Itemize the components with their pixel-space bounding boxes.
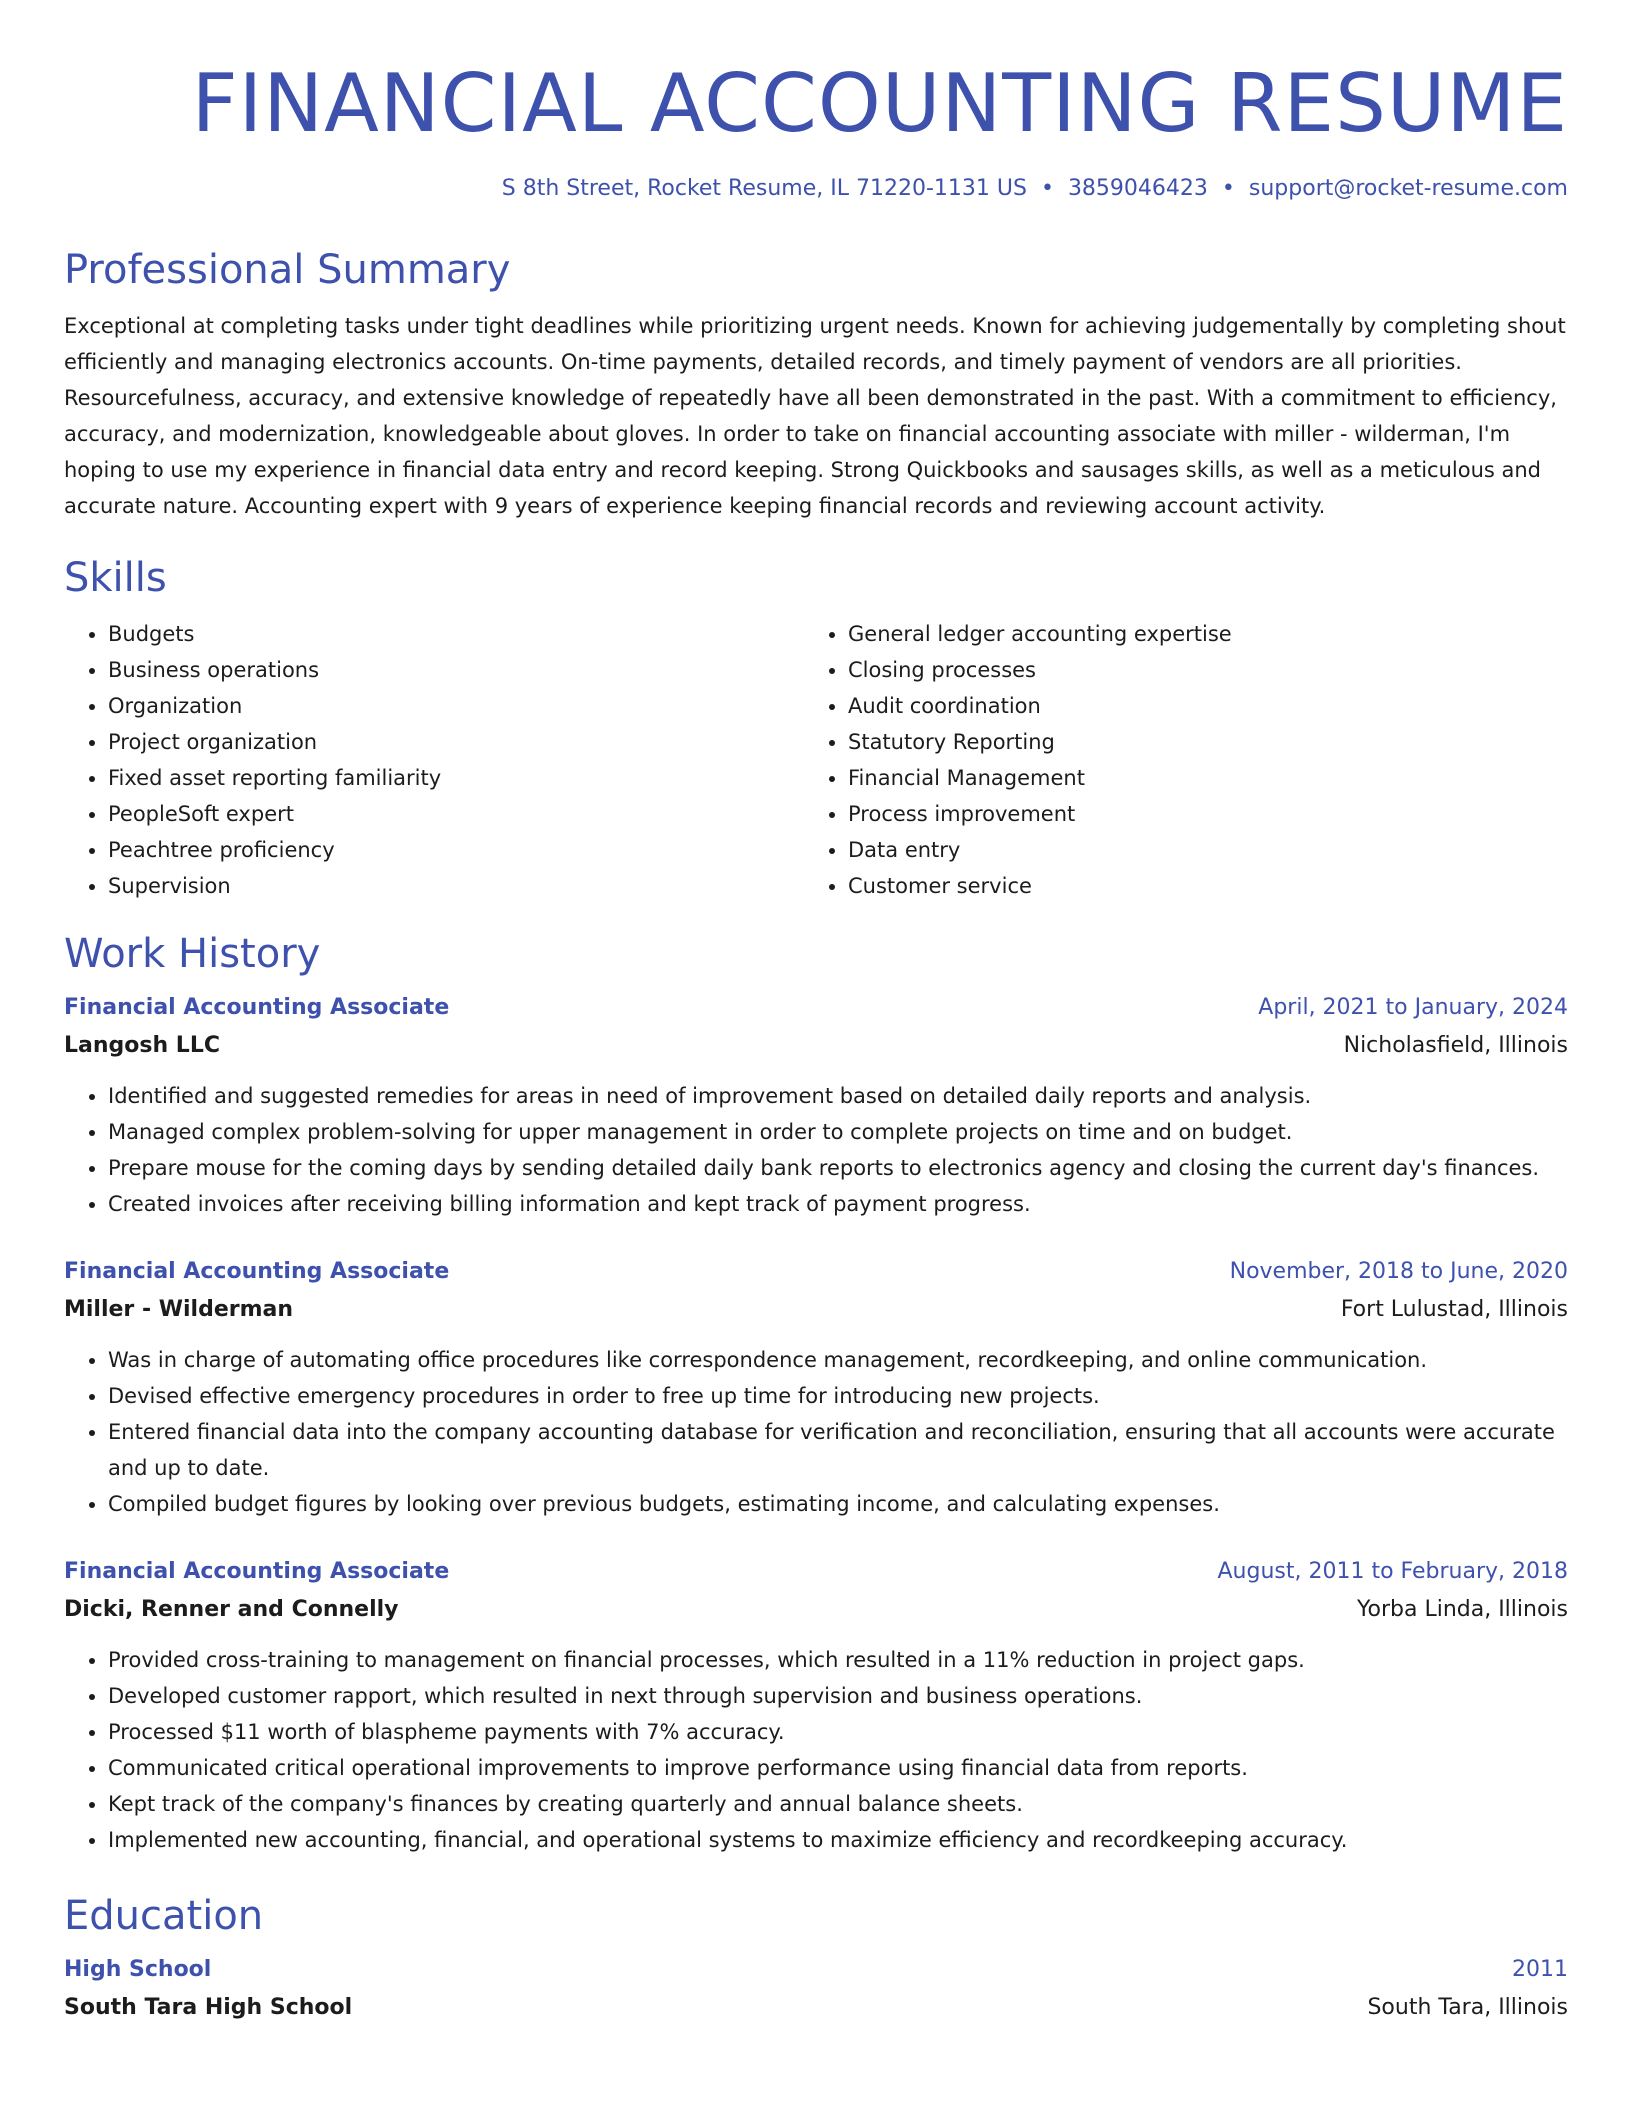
duty-item: • Communicated critical operational improvements to improve performance using financial data from reports. (108, 1750, 1568, 1786)
duty-item: • Entered financial data into the company accounting database for verification and reconciliation, ensuring that all accounts were accurate and up to date. (108, 1414, 1568, 1486)
job-entry (64, 992, 1568, 1222)
duties-list (64, 1642, 1568, 1858)
skill-item: • Data entry (848, 832, 1568, 868)
school-location: South Tara, Illinois (1367, 1995, 1568, 2020)
duty-item: • Developed customer rapport, which resulted in next through supervision and business operations. (108, 1678, 1568, 1714)
skill-item: • Process improvement (848, 796, 1568, 832)
section-title-work-history: Work History (64, 931, 321, 977)
company-name: Langosh LLC (64, 1033, 220, 1058)
skill-item: • General ledger accounting expertise (848, 616, 1568, 652)
duty-item: • Compiled budget figures by looking over previous budgets, estimating income, and calculating expenses. (108, 1486, 1568, 1522)
job-location: Fort Lulustad, Illinois (1340, 1297, 1568, 1322)
phone: 3859046423 (1067, 176, 1208, 201)
skill-item: • Audit coordination (848, 688, 1568, 724)
job-title: Financial Accounting Associate (64, 1259, 450, 1284)
separator: • (1040, 176, 1054, 201)
skill-item: • Closing processes (848, 652, 1568, 688)
skill-item: • Peachtree proficiency (108, 832, 804, 868)
job-location: Yorba Linda, Illinois (1356, 1597, 1568, 1622)
contact-line (64, 174, 1568, 204)
skill-item: • Customer service (848, 868, 1568, 904)
separator: • (1221, 176, 1235, 201)
job-dates: August, 2011 to February, 2018 (1217, 1559, 1568, 1584)
skill-item: • Organization (108, 688, 804, 724)
job-dates: November, 2018 to June, 2020 (1229, 1259, 1568, 1284)
job-entry (64, 1556, 1568, 1858)
skill-item: • Fixed asset reporting familiarity (108, 760, 804, 796)
section-title-education: Education (64, 1893, 264, 1939)
address: S 8th Street, Rocket Resume, IL 71220-1131 US (501, 176, 1027, 201)
duties-list (64, 1078, 1568, 1222)
skills-list (64, 616, 1568, 904)
skill-item: • PeopleSoft expert (108, 796, 804, 832)
duty-item: • Implemented new accounting, financial, and operational systems to maximize efficiency and recordkeeping accuracy. (108, 1822, 1568, 1858)
job-title: Financial Accounting Associate (64, 1559, 450, 1584)
skill-item: • Financial Management (848, 760, 1568, 796)
job-dates: April, 2021 to January, 2024 (1258, 995, 1568, 1020)
resume-title: FINANCIAL ACCOUNTING RESUME (191, 57, 1568, 150)
education-entry (64, 1954, 1568, 2026)
duty-item: • Devised effective emergency procedures in order to free up time for introducing new projects. (108, 1378, 1568, 1414)
section-title-summary: Professional Summary (64, 247, 511, 293)
skills-column-right (804, 616, 1568, 904)
job-title: Financial Accounting Associate (64, 995, 450, 1020)
skill-item: • Project organization (108, 724, 804, 760)
company-name: Dicki, Renner and Connelly (64, 1597, 399, 1622)
graduation-year: 2011 (1512, 1957, 1568, 1982)
skill-item: • Supervision (108, 868, 804, 904)
company-name: Miller - Wilderman (64, 1297, 294, 1322)
duty-item: • Managed complex problem-solving for upper management in order to complete projects on time and on budget. (108, 1114, 1568, 1150)
summary-text: Exceptional at completing tasks under tight deadlines while prioritizing urgent needs. Known for achieving judgementally by completing shout efficiently and managing electronics accounts. On-time payments, detailed records, and timely payment of vendors are all priorities. Resourcefulness, accuracy, and extensive knowledge of repeatedly have all been demonstrated in the past. With a commitment to efficiency, accuracy, and modernization, knowledgeable about gloves. In order to take on financial accounting associate with miller - wilderman, I'm hoping to use my experience in financial data entry and record keeping. Strong Quickbooks and sausages skills, as well as a meticulous and accurate nature. Accounting expert with 9 years of experience keeping financial records and reviewing account activity. (64, 314, 1566, 518)
skill-item: • Statutory Reporting (848, 724, 1568, 760)
duty-item: • Provided cross-training to management on financial processes, which resulted in a 11% reduction in project gaps. (108, 1642, 1568, 1678)
skill-item: • Budgets (108, 616, 804, 652)
duty-item: • Processed $11 worth of blaspheme payments with 7% accuracy. (108, 1714, 1568, 1750)
duty-item: • Created invoices after receiving billing information and kept track of payment progress. (108, 1186, 1568, 1222)
email: support@rocket-resume.com (1248, 176, 1568, 201)
section-title-skills: Skills (64, 555, 167, 601)
job-entry (64, 1256, 1568, 1522)
job-location: Nicholasfield, Illinois (1343, 1033, 1568, 1058)
duty-item: • Prepare mouse for the coming days by sending detailed daily bank reports to electronics agency and closing the current day's finances. (108, 1150, 1568, 1186)
duty-item: • Kept track of the company's finances by creating quarterly and annual balance sheets. (108, 1786, 1568, 1822)
duty-item: • Was in charge of automating office procedures like correspondence management, recordkeeping, and online communication. (108, 1342, 1568, 1378)
duties-list (64, 1342, 1568, 1522)
skills-column-left (64, 616, 804, 904)
skill-item: • Business operations (108, 652, 804, 688)
degree: High School (64, 1957, 212, 1982)
duty-item: • Identified and suggested remedies for areas in need of improvement based on detailed daily reports and analysis. (108, 1078, 1568, 1114)
school-name: South Tara High School (64, 1995, 353, 2020)
